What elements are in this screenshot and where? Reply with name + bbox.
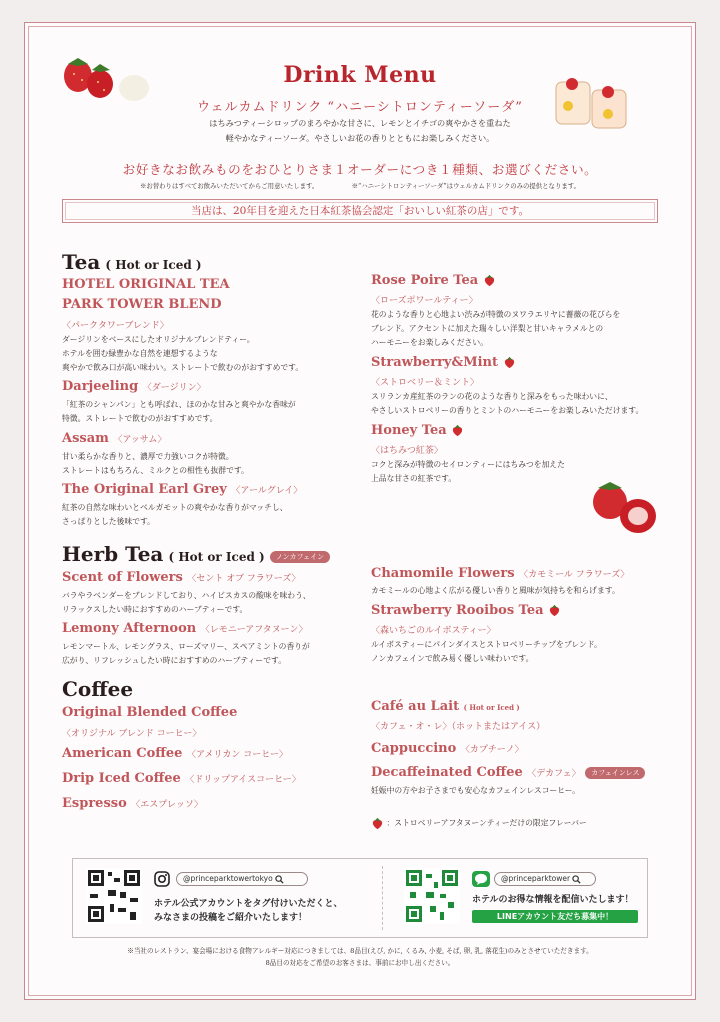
menu-item-jp: 〈はちみつ紅茶〉	[371, 446, 443, 456]
menu-item-jp: 〈パークタワーブレンド〉	[62, 321, 169, 331]
instagram-message: ホテル公式アカウントをタグ付けいただくと、 みなさまの投稿をご紹介いたします！	[154, 899, 343, 923]
order-notes: ※お替わりはすべてお飲みいただいてからご用意いたします。 ※“ハニーシトロンティーソーダ”はウェルカムドリンクのみの提供となります。	[140, 182, 580, 190]
line-message: ホテルのお得な情報を配信いたします！	[472, 895, 634, 905]
menu-item-american-coffee: American Coffee 〈アメリカン コーヒー〉	[62, 746, 288, 761]
menu-item-honey-tea: Honey Tea	[371, 423, 464, 438]
menu-item-description: 花のような香りと心地よい渋みが特徴のヌワラエリヤに薔薇の花びらを ブレンド。アクセントに加えた瑞々しい洋梨と甘いキャラメルとの ハーモニーをお楽しみください。	[371, 310, 621, 347]
strawberry-icon	[483, 274, 496, 287]
menu-item-description: 「紅茶のシャンパン」とも呼ばれ、ほのかな甘みと爽やかな香味が 特徴。ストレートで飲むのがおすすめです。	[62, 400, 296, 423]
menu-item-hotel-original: HOTEL ORIGINAL TEA	[62, 277, 230, 292]
allergy-footnote: ※当社のレストラン、宴会場における食物アレルギー対応につきましては、8品目(えび, かに, くるみ, 小麦, そば, 卵, 乳, 落花生)のみとさせていただきます。	[127, 947, 593, 955]
order-instruction: お好きなお飲みものをおひとりさま１オーダーにつき１種類、お選びください。	[122, 162, 598, 177]
search-icon	[275, 875, 284, 884]
line-icon[interactable]	[472, 871, 490, 887]
strawberry-legend: ：ストロベリーアフタヌーンティーだけの限定フレーバー	[371, 817, 587, 830]
menu-item-description: 紅茶の自然な味わいとベルガモットの爽やかな香りがマッチし、 さっぱりとした後味です。	[62, 503, 288, 526]
strawberry-icon	[503, 356, 516, 369]
menu-item-espresso: Espresso 〈エスプレッソ〉	[62, 796, 203, 811]
menu-item-original-blended-coffee: Original Blended Coffee	[62, 705, 238, 720]
menu-item-drip-iced-coffee: Drip Iced Coffee 〈ドリップアイスコーヒー〉	[62, 771, 301, 786]
menu-item-jp: 〈ストロベリー＆ミント〉	[371, 378, 480, 388]
caffeine-less-badge: カフェインレス	[585, 767, 645, 779]
menu-item-jp: 〈森いちごのルイボスティー〉	[371, 626, 496, 636]
menu-item-cappuccino: Cappuccino 〈カプチーノ〉	[371, 741, 524, 756]
strawberry-icon	[451, 424, 464, 437]
page-title: Drink Menu	[283, 62, 437, 88]
qr-code-icon	[404, 868, 460, 924]
line-friend-button[interactable]: LINEアカウント友だち募集中！	[472, 910, 638, 923]
strawberry-icon	[548, 604, 561, 617]
welcome-drink-title: ウェルカムドリンク “ハニーシトロンティーソーダ”	[197, 100, 523, 115]
menu-item-darjeeling: Darjeeling 〈ダージリン〉	[62, 379, 206, 394]
non-caffeine-badge: ノンカフェイン	[270, 551, 330, 563]
welcome-drink-description: はちみつティーシロップのまろやかな甘さに、レモンとイチゴの爽やかさを重ねた 軽やかなティーソーダ。やさしいお花の香りとともにお楽しみください。	[209, 118, 511, 143]
qr-code-icon	[86, 868, 142, 924]
menu-item-earl-grey: The Original Earl Grey 〈アールグレイ〉	[62, 482, 303, 497]
menu-item-lemony-afternoon: Lemony Afternoon 〈レモニーアフタヌーン〉	[62, 621, 308, 636]
line-handle[interactable]: @princeparktower	[494, 872, 596, 886]
award-banner: 当店は、20年目を迎えた日本紅茶協会認定「おいしい紅茶の店」です。	[62, 199, 658, 223]
menu-item-description: カモミールの心地よく広がる優しい香りと風味が気持ちを和らげます。	[371, 586, 620, 595]
menu-item-jp: 〈ローズポワールティー〉	[371, 296, 478, 306]
menu-item-chamomile: Chamomile Flowers 〈カモミール フラワーズ〉	[371, 566, 630, 581]
menu-item-assam: Assam 〈アッサム〉	[62, 431, 167, 446]
menu-item-description: スリランカ産紅茶のランの花のような香りと深みをもった味わいに、 やさしいストロベリーの香りとミントのハーモニーをお楽しみいただけます。	[371, 392, 644, 415]
herb-tea-section-heading: Herb Tea ( Hot or Iced ) ノンカフェイン	[62, 542, 330, 566]
tea-section-heading: Tea ( Hot or Iced )	[62, 250, 202, 274]
menu-item-strawberry-mint: Strawberry&Mint	[371, 355, 516, 370]
instagram-handle[interactable]: @princeparktowertokyo	[176, 872, 308, 886]
menu-item-description: バラやラベンダーをブレンドしており、ハイビスカスの酸味を味わう、 リラックスしたい時におすすめのハーブティーです。	[62, 591, 311, 614]
search-icon	[572, 875, 581, 884]
menu-item-description: ダージリンをベースにしたオリジナルブレンドティー。 ホテルを囲む緑豊かな自然を連想するような 爽やかで飲み口が高い味わい。ストレートで飲むのがおすすめです。	[62, 335, 304, 372]
strawberry-icon	[371, 817, 384, 830]
menu-item-cafe-au-lait: Café au Lait ( Hot or Iced )	[371, 699, 520, 714]
menu-item-description: コクと深みが特徴のセイロンティーにはちみつを加えた 上品な甘さの紅茶です。	[371, 460, 565, 483]
menu-item-decaffeinated-coffee: Decaffeinated Coffee 〈デカフェ〉 カフェインレス	[371, 765, 645, 780]
menu-item-park-tower-blend: PARK TOWER BLEND	[62, 297, 222, 312]
strawberries-illustration-right	[586, 478, 662, 538]
menu-item-description: 妊娠中の方やお子さまでも安心なカフェインレスコーヒー。	[371, 786, 581, 795]
allergy-footnote-2: 8品目の対応をご希望のお客さまは、事前にお申し出ください。	[265, 959, 455, 967]
menu-item-description: 甘い柔らかな香りと、濃厚で力強いコクが特徴。 ストレートはもちろん、ミルクとの相性も抜群です。	[62, 452, 249, 475]
sns-divider	[382, 866, 383, 930]
menu-item-rose-poire: Rose Poire Tea	[371, 273, 496, 288]
instagram-icon[interactable]	[154, 871, 170, 887]
menu-item-description: ルイボスティーにパインダイスとストロベリーチップをブレンド。 ノンカフェインで飲み易く優しい味わいです。	[371, 640, 602, 663]
menu-item-description: レモンマートル、レモングラス、ローズマリー、スペアミントの香りが 広がり、リフレッシュしたい時におすすめのハーブティーです。	[62, 642, 310, 665]
coffee-section-heading: Coffee	[62, 677, 134, 701]
menu-item-jp: 〈オリジナル ブレンド コーヒー〉	[62, 729, 202, 739]
menu-item-jp: 〈カフェ・オ・レ〉（ホットまたはアイス）	[371, 722, 546, 732]
menu-item-strawberry-rooibos: Strawberry Rooibos Tea	[371, 603, 561, 618]
menu-item-scent-of-flowers: Scent of Flowers 〈セント オブ フラワーズ〉	[62, 570, 301, 585]
